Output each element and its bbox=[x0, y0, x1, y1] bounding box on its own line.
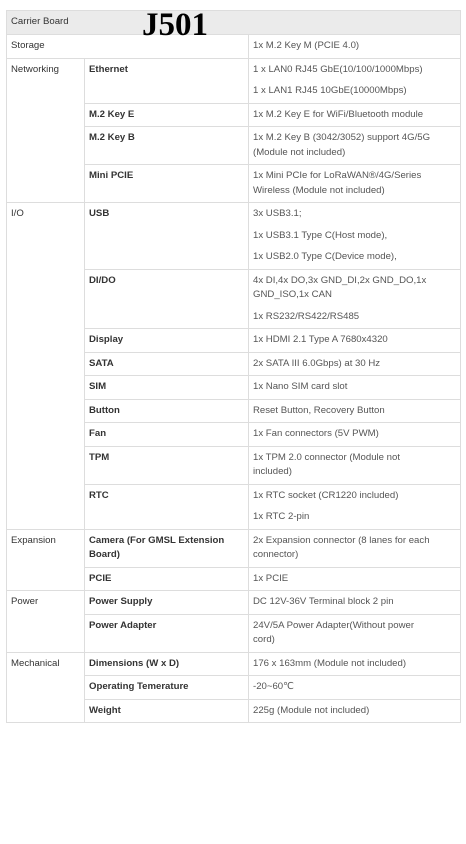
value-line: (Module not included) bbox=[253, 146, 346, 158]
value-line: included) bbox=[253, 466, 292, 477]
value-line: 2x Expansion connector (8 lanes for each bbox=[253, 534, 430, 546]
value-storage: 1x M.2 Key M (PCIE 4.0) bbox=[249, 35, 461, 59]
sub-label-ethernet: Ethernet bbox=[85, 58, 249, 103]
table-row-usb bbox=[7, 203, 461, 270]
sub-label-power-adapter: Power Adapter bbox=[85, 614, 249, 652]
sub-label-fan: Fan bbox=[85, 423, 249, 447]
spec-table bbox=[6, 7, 461, 723]
value-rtc bbox=[249, 484, 461, 529]
sub-label-line: Board) bbox=[89, 549, 120, 560]
table-row-dimensions bbox=[7, 652, 461, 676]
value-operating-temperature: -20~60℃ bbox=[249, 676, 461, 700]
value-tpm bbox=[249, 446, 461, 484]
sub-label-mini-pcie: Mini PCIE bbox=[85, 165, 249, 203]
sub-label-rtc: RTC bbox=[85, 484, 249, 529]
sub-label-operating-temperature: Operating Temerature bbox=[85, 676, 249, 700]
value-line: 1x USB3.1 Type C(Host mode), bbox=[253, 229, 388, 241]
carrier-board-label: Carrier Board bbox=[11, 16, 69, 28]
value-line: 1x RTC socket (CR1220 included) bbox=[253, 489, 399, 501]
value-line: 3x USB3.1; bbox=[253, 208, 302, 219]
sub-label-power-supply: Power Supply bbox=[85, 591, 249, 615]
value-pcie: 1x PCIE bbox=[249, 567, 461, 591]
value-power-adapter bbox=[249, 614, 461, 652]
value-mini-pcie bbox=[249, 165, 461, 203]
value-line: 24V/5A Power Adapter(Without power bbox=[253, 619, 415, 631]
value-line: 1x TPM 2.0 connector (Module not bbox=[253, 451, 401, 463]
value-sata: 2x SATA III 6.0Gbps) at 30 Hz bbox=[249, 352, 461, 376]
group-label-power: Power bbox=[7, 591, 85, 653]
value-sim: 1x Nano SIM card slot bbox=[249, 376, 461, 400]
sub-label-m2-key-e: M.2 Key E bbox=[85, 103, 249, 127]
page-title: J501 bbox=[142, 7, 208, 43]
group-label-storage: Storage bbox=[7, 35, 249, 59]
table-row-ethernet bbox=[7, 58, 461, 103]
value-usb bbox=[249, 203, 461, 270]
value-ethernet bbox=[249, 58, 461, 103]
value-line: connector) bbox=[253, 549, 299, 560]
value-line: 1x RS232/RS422/RS485 bbox=[253, 310, 360, 322]
sub-label-m2-key-b: M.2 Key B bbox=[85, 127, 249, 165]
value-m2-key-b bbox=[249, 127, 461, 165]
value-m2-key-e: 1x M.2 Key E for WiFi/Bluetooth module bbox=[249, 103, 461, 127]
group-label-networking: Networking bbox=[7, 58, 85, 203]
sub-label-weight: Weight bbox=[85, 699, 249, 723]
value-line: 1 x LAN0 RJ45 GbE(10/100/1000Mbps) bbox=[253, 63, 423, 75]
value-weight: 225g (Module not included) bbox=[249, 699, 461, 723]
sub-label-sim: SIM bbox=[85, 376, 249, 400]
sub-label-sata: SATA bbox=[85, 352, 249, 376]
sub-label-dido: DI/DO bbox=[85, 269, 249, 329]
value-button: Reset Button, Recovery Button bbox=[249, 399, 461, 423]
sub-label-display: Display bbox=[85, 329, 249, 353]
table-header-cell bbox=[7, 7, 461, 43]
value-dimensions: 176 x 163mm (Module not included) bbox=[249, 652, 461, 676]
value-line: 1x RTC 2-pin bbox=[253, 511, 310, 522]
value-dido bbox=[249, 269, 461, 329]
sub-label-pcie: PCIE bbox=[85, 567, 249, 591]
sub-label-line: Camera (For GMSL Extension bbox=[89, 534, 225, 546]
table-row-camera bbox=[7, 529, 461, 567]
sub-label-tpm: TPM bbox=[85, 446, 249, 484]
group-label-mechanical: Mechanical bbox=[7, 652, 85, 723]
value-line: 1x M.2 Key B (3042/3052) support 4G/5G bbox=[253, 132, 431, 143]
value-line: 1 x LAN1 RJ45 10GbE(10000Mbps) bbox=[253, 85, 407, 96]
group-label-expansion: Expansion bbox=[7, 529, 85, 591]
table-row-power-supply bbox=[7, 591, 461, 615]
value-line: 4x DI,4x DO,3x GND_DI,2x GND_DO,1x bbox=[253, 274, 427, 286]
value-line: GND_ISO,1x CAN bbox=[253, 289, 332, 300]
value-power-supply: DC 12V-36V Terminal block 2 pin bbox=[249, 591, 461, 615]
sub-label-usb: USB bbox=[85, 203, 249, 270]
value-line: cord) bbox=[253, 634, 275, 645]
table-header-row bbox=[7, 11, 461, 35]
sub-label-camera bbox=[85, 529, 249, 567]
value-line: 1x USB2.0 Type C(Device mode), bbox=[253, 251, 397, 262]
value-line: Wireless (Module not included) bbox=[253, 184, 385, 196]
value-line: 1x Mini PCIe for LoRaWAN®/4G/Series bbox=[253, 170, 422, 181]
sub-label-button: Button bbox=[85, 399, 249, 423]
group-label-io: I/O bbox=[7, 203, 85, 530]
value-display: 1x HDMI 2.1 Type A 7680x4320 bbox=[249, 329, 461, 353]
value-camera bbox=[249, 529, 461, 567]
table-row-storage bbox=[7, 35, 461, 59]
sub-label-dimensions: Dimensions (W x D) bbox=[85, 652, 249, 676]
value-fan: 1x Fan connectors (5V PWM) bbox=[249, 423, 461, 447]
